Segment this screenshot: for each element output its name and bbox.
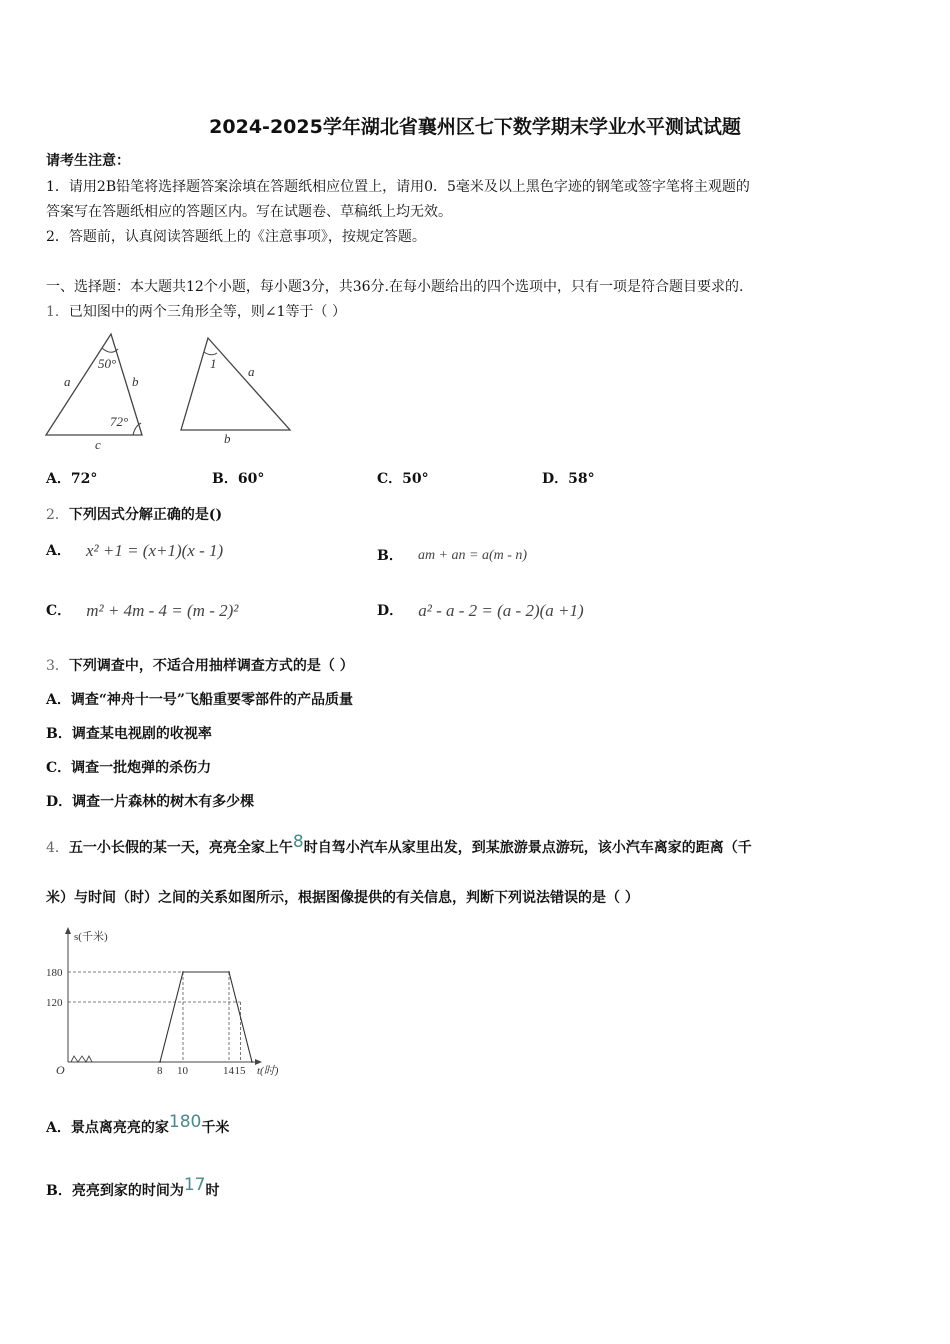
x-tick-label-14: 14 [223, 1065, 234, 1077]
q3-text: 下列调查中，不适合用抽样调查方式的是（ ） [68, 658, 354, 674]
axis-break-zigzag [71, 1056, 92, 1062]
right-triangle [181, 338, 290, 430]
series-line-s [160, 972, 252, 1062]
notice-item-2: 2．答题前，认真阅读答题纸上的《注意事项》，按规定答题。 [46, 229, 426, 245]
notice-item-1-line-2: 答案写在答题纸相应的答题区内。写在试题卷、草稿纸上均无效。 [46, 204, 452, 220]
q4-hour-value: 8 [292, 832, 304, 852]
q3-stem [46, 657, 354, 675]
q3-option-b[interactable]: B．调查某电视剧的收视率 [46, 726, 212, 742]
q1-text: 已知图中的两个三角形全等，则∠1等于（ ） [68, 304, 347, 320]
left-side-b-label: b [132, 374, 139, 389]
q1-option-c[interactable]: C．50° [377, 471, 429, 487]
q4-option-b[interactable]: B．亮亮到家的时间为17时 [46, 1175, 220, 1199]
series-point-3 [251, 1061, 253, 1063]
series-point-1 [182, 971, 184, 973]
notice-item-1-line-1: 1．请用2B铅笔将选择题答案涂填在答题纸相应位置上，请用0．5毫米及以上黑色字迹的钢笔或签字笔将主观题的 [46, 179, 750, 195]
right-side-a-label: a [248, 364, 255, 379]
q2-option-c[interactable]: C． m² + 4m - 4 = (m - 2)² [46, 600, 239, 620]
q1-number: 1． [46, 304, 69, 320]
origin-label: O [56, 1063, 65, 1077]
series-point-0 [159, 1061, 161, 1063]
section-heading: 一、选择题：本大题共12个小题，每小题3分，共36分.在每小题给出的四个选项中，只有一项是符合题目要求的. [46, 279, 744, 295]
page-title: 2024-2025学年湖北省襄州区七下数学期末学业水平测试试题 [209, 116, 741, 138]
left-angle-right-label: 72° [110, 414, 129, 429]
left-angle-top-label: 50° [98, 356, 117, 371]
q2-number: 2． [46, 507, 69, 523]
q2-option-a[interactable]: A． x² +1 = (x+1)(x - 1) [46, 540, 224, 560]
q4-number: 4． [46, 840, 69, 856]
q3-option-d[interactable]: D．调查一片森林的树木有多少棵 [46, 794, 255, 810]
x-tick-label-8: 8 [157, 1065, 163, 1077]
q2-text: 下列因式分解正确的是() [68, 507, 223, 523]
q1-option-d[interactable]: D．58° [542, 471, 595, 487]
q1-option-b[interactable]: B．60° [212, 471, 265, 487]
q2-option-a-expr: x² +1 = (x+1)(x - 1) [85, 540, 224, 560]
left-side-c-label: c [95, 437, 101, 452]
right-angle-arc-top [204, 352, 217, 355]
q2-stem [46, 506, 222, 524]
q3-option-a[interactable]: A．调查“神舟十一号”飞船重要零部件的产品质量 [46, 692, 353, 708]
q2-option-b-expr: am + an = a(m - n) [417, 547, 528, 563]
q2-option-c-expr: m² + 4m - 4 = (m - 2)² [86, 600, 239, 620]
y-tick-label-180: 180 [46, 967, 63, 979]
q4-stem-line-1: 4．五一小长假的某一天，亮亮全家上午8时自驾小汽车从家里出发，到某旅游景点游玩，该小汽车离家的距离（千 [46, 832, 752, 856]
left-side-a-label: a [64, 374, 71, 389]
q1-option-a[interactable]: A．72° [46, 471, 98, 487]
q4-option-a[interactable]: A．景点离亮亮的家180千米 [46, 1112, 230, 1136]
y-tick-label-120: 120 [46, 997, 63, 1009]
y-axis-arrow [65, 927, 71, 934]
q3-option-c[interactable]: C．调查一批炮弹的杀伤力 [46, 760, 212, 776]
q4-stem-line-2: 米）与时间（时）之间的关系如图所示，根据图像提供的有关信息，判断下列说法错误的是（ ） [46, 890, 639, 906]
y-axis-label: s(千米) [74, 931, 108, 943]
q1-stem [46, 303, 346, 321]
notice-heading: 请考生注意： [46, 153, 130, 169]
x-axis-label: t(时) [257, 1065, 279, 1077]
q4-distance-time-chart [40, 922, 300, 1082]
right-angle-1-label: 1 [210, 356, 217, 371]
x-tick-label-15: 15 [234, 1065, 246, 1077]
q1-triangles-figure [40, 328, 300, 453]
q3-number: 3． [46, 658, 69, 674]
q2-option-b[interactable]: B． am + an = a(m - n) [377, 547, 528, 564]
q4-option-a-number: 180 [168, 1112, 202, 1132]
right-side-b-label: b [224, 431, 231, 446]
q4-option-b-number: 17 [183, 1175, 206, 1195]
q2-option-d[interactable]: D． a² - a - 2 = (a - 2)(a +1) [377, 600, 584, 620]
q2-option-d-expr: a² - a - 2 = (a - 2)(a +1) [418, 600, 584, 620]
series-point-2 [228, 971, 230, 973]
x-tick-label-10: 10 [177, 1065, 188, 1077]
